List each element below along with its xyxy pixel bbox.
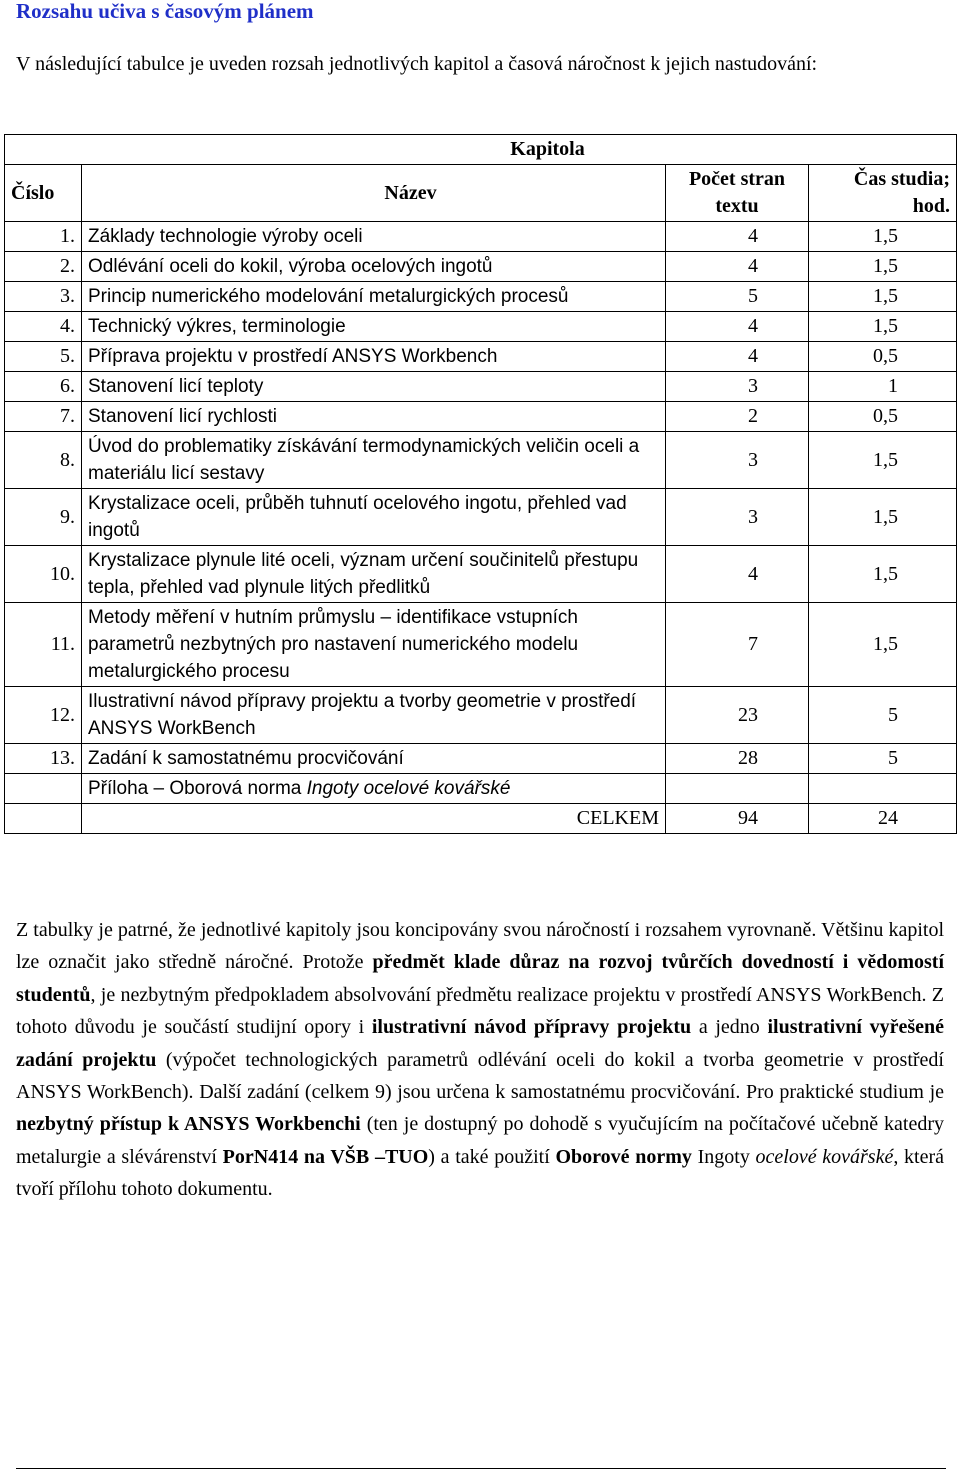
table-row — [5, 546, 957, 603]
summary-paragraph — [16, 914, 944, 1206]
table-row — [5, 744, 957, 774]
row-number: 5. — [5, 342, 82, 372]
intro-text: V následující tabulce je uveden rozsah jednotlivých kapitol a časová náročnost k jejich nastudování: — [16, 53, 818, 75]
footer-divider — [16, 1468, 946, 1469]
para-text-5: (ten je dostupný po dohodě s vyučujícím na počítačové učebně katedry metalurgie a slévárenství — [16, 1113, 945, 1168]
row-name: Zadání k samostatnému procvičování — [82, 744, 666, 774]
row-hours: 1,5 — [809, 282, 957, 312]
row-number: 2. — [5, 252, 82, 282]
table-group-header-row — [5, 135, 957, 165]
appendix-row — [5, 774, 957, 804]
row-name: Technický výkres, terminologie — [82, 312, 666, 342]
para-text-3: a jedno — [691, 1016, 768, 1039]
row-pages: 4 — [666, 342, 809, 372]
row-name: Základy technologie výroby oceli — [82, 222, 666, 252]
row-hours: 1,5 — [809, 489, 957, 546]
row-pages: 4 — [666, 312, 809, 342]
row-pages: 28 — [666, 744, 809, 774]
total-pages: 94 — [666, 804, 809, 834]
para-text-4: (výpočet technologických parametrů odlévání oceli do kokil a tvorba geometrie v prostředí ANSYS WorkBench). Další zadání (celkem 9) jsou určena k samostatnému procvičování. Pro praktické studium je — [16, 1048, 944, 1104]
row-number: 10. — [5, 546, 82, 603]
para-italic-1: ocelové kovářské — [755, 1145, 894, 1168]
table-row — [5, 402, 957, 432]
para-bold-4: nezbytný přístup k ANSYS Workbenchi — [16, 1113, 361, 1136]
row-hours: 0,5 — [809, 402, 957, 432]
chapter-table — [4, 134, 957, 834]
row-name: Příprava projektu v prostředí ANSYS Workbench — [82, 342, 666, 372]
table-row — [5, 282, 957, 312]
row-name: Princip numerického modelování metalurgických procesů — [82, 282, 666, 312]
header-name: Název — [82, 165, 666, 222]
row-name: Metody měření v hutním průmyslu – identifikace vstupních parametrů nezbytných pro nastavení numerického modelu metalurgického procesu — [82, 603, 666, 687]
row-hours: 1,5 — [809, 252, 957, 282]
header-hours: Čas studia; hod. — [809, 165, 957, 222]
row-pages: 3 — [666, 432, 809, 489]
row-number: 11. — [5, 603, 82, 687]
para-bold-3: ilustrativní vyřešené zadání projektu — [16, 1016, 944, 1071]
row-name: Úvod do problematiky získávání termodynamických veličin oceli a materiálu licí sestavy — [82, 432, 666, 489]
row-number: 8. — [5, 432, 82, 489]
row-hours: 1 — [809, 372, 957, 402]
row-hours: 0,5 — [809, 342, 957, 372]
row-hours: 5 — [809, 744, 957, 774]
row-pages: 7 — [666, 603, 809, 687]
table-row — [5, 489, 957, 546]
row-hours: 1,5 — [809, 546, 957, 603]
para-text-2: , je nezbytným předpokladem absolvování předmětu realizace projektu v prostředí ANSYS WorkBench. Z tohoto důvodu je součástí studijní opory i — [16, 983, 944, 1039]
row-hours: 1,5 — [809, 312, 957, 342]
row-pages: 3 — [666, 372, 809, 402]
row-number: 7. — [5, 402, 82, 432]
header-pages: Počet stran textu — [666, 165, 809, 222]
appendix-empty-hours — [809, 774, 957, 804]
appendix-title: Ingoty ocelové kovářské — [306, 778, 511, 799]
row-pages: 4 — [666, 252, 809, 282]
row-pages: 3 — [666, 489, 809, 546]
row-name: Krystalizace oceli, průběh tuhnutí ocelového ingotu, přehled vad ingotů — [82, 489, 666, 546]
row-hours: 1,5 — [809, 222, 957, 252]
table-row — [5, 603, 957, 687]
total-empty-cell — [5, 804, 82, 834]
row-pages: 4 — [666, 222, 809, 252]
row-number: 1. — [5, 222, 82, 252]
row-number: 3. — [5, 282, 82, 312]
table-row — [5, 252, 957, 282]
table-row — [5, 372, 957, 402]
row-number: 12. — [5, 687, 82, 744]
table-header-row — [5, 165, 957, 222]
row-name: Stanovení licí teploty — [82, 372, 666, 402]
row-name: Odlévání oceli do kokil, výroba ocelových ingotů — [82, 252, 666, 282]
table-row — [5, 432, 957, 489]
row-hours: 1,5 — [809, 603, 957, 687]
para-bold-5: PorN414 na VŠB –TUO — [222, 1145, 429, 1168]
appendix-cell — [82, 774, 666, 804]
appendix-prefix: Příloha – Oborová norma — [88, 778, 307, 799]
row-number: 4. — [5, 312, 82, 342]
row-number: 9. — [5, 489, 82, 546]
para-bold-6: Oborové normy — [555, 1145, 692, 1168]
row-pages: 4 — [666, 546, 809, 603]
para-text-8: , která tvoří přílohu tohoto dokumentu. — [16, 1145, 945, 1201]
row-name: Ilustrativní návod přípravy projektu a tvorby geometrie v prostředí ANSYS WorkBench — [82, 687, 666, 744]
row-name: Stanovení licí rychlosti — [82, 402, 666, 432]
total-label: CELKEM — [82, 804, 666, 834]
header-number: Číslo — [5, 165, 82, 222]
row-hours: 1,5 — [809, 432, 957, 489]
page-heading: Rozsahu učiva s časovým plánem — [16, 0, 314, 23]
table-row — [5, 312, 957, 342]
para-text-6: ) a také použití — [428, 1145, 556, 1168]
appendix-empty-pages — [666, 774, 809, 804]
table-row — [5, 687, 957, 744]
total-hours: 24 — [809, 804, 957, 834]
table-body — [5, 222, 957, 774]
table-row — [5, 222, 957, 252]
row-pages: 2 — [666, 402, 809, 432]
table-row — [5, 342, 957, 372]
row-pages: 5 — [666, 282, 809, 312]
row-name: Krystalizace plynule lité oceli, význam určení součinitelů přestupu tepla, přehled vad plynule litých předlitků — [82, 546, 666, 603]
row-pages: 23 — [666, 687, 809, 744]
para-text-7: Ingoty — [691, 1145, 756, 1168]
total-row — [5, 804, 957, 834]
para-text-1: Z tabulky je patrné, že jednotlivé kapitoly jsou koncipovány svou náročností i rozsahem vyrovnaně. Většinu kapitol lze označit jako středně náročné. Protože — [16, 919, 944, 974]
appendix-empty-cell — [5, 774, 82, 804]
header-kapitola: Kapitola — [5, 135, 957, 165]
para-bold-1: předmět klade důraz na rozvoj tvůrčích dovedností i vědomostí studentů — [16, 951, 944, 1006]
row-hours: 5 — [809, 687, 957, 744]
row-number: 13. — [5, 744, 82, 774]
para-bold-2: ilustrativní návod přípravy projektu — [371, 1016, 692, 1039]
row-number: 6. — [5, 372, 82, 402]
